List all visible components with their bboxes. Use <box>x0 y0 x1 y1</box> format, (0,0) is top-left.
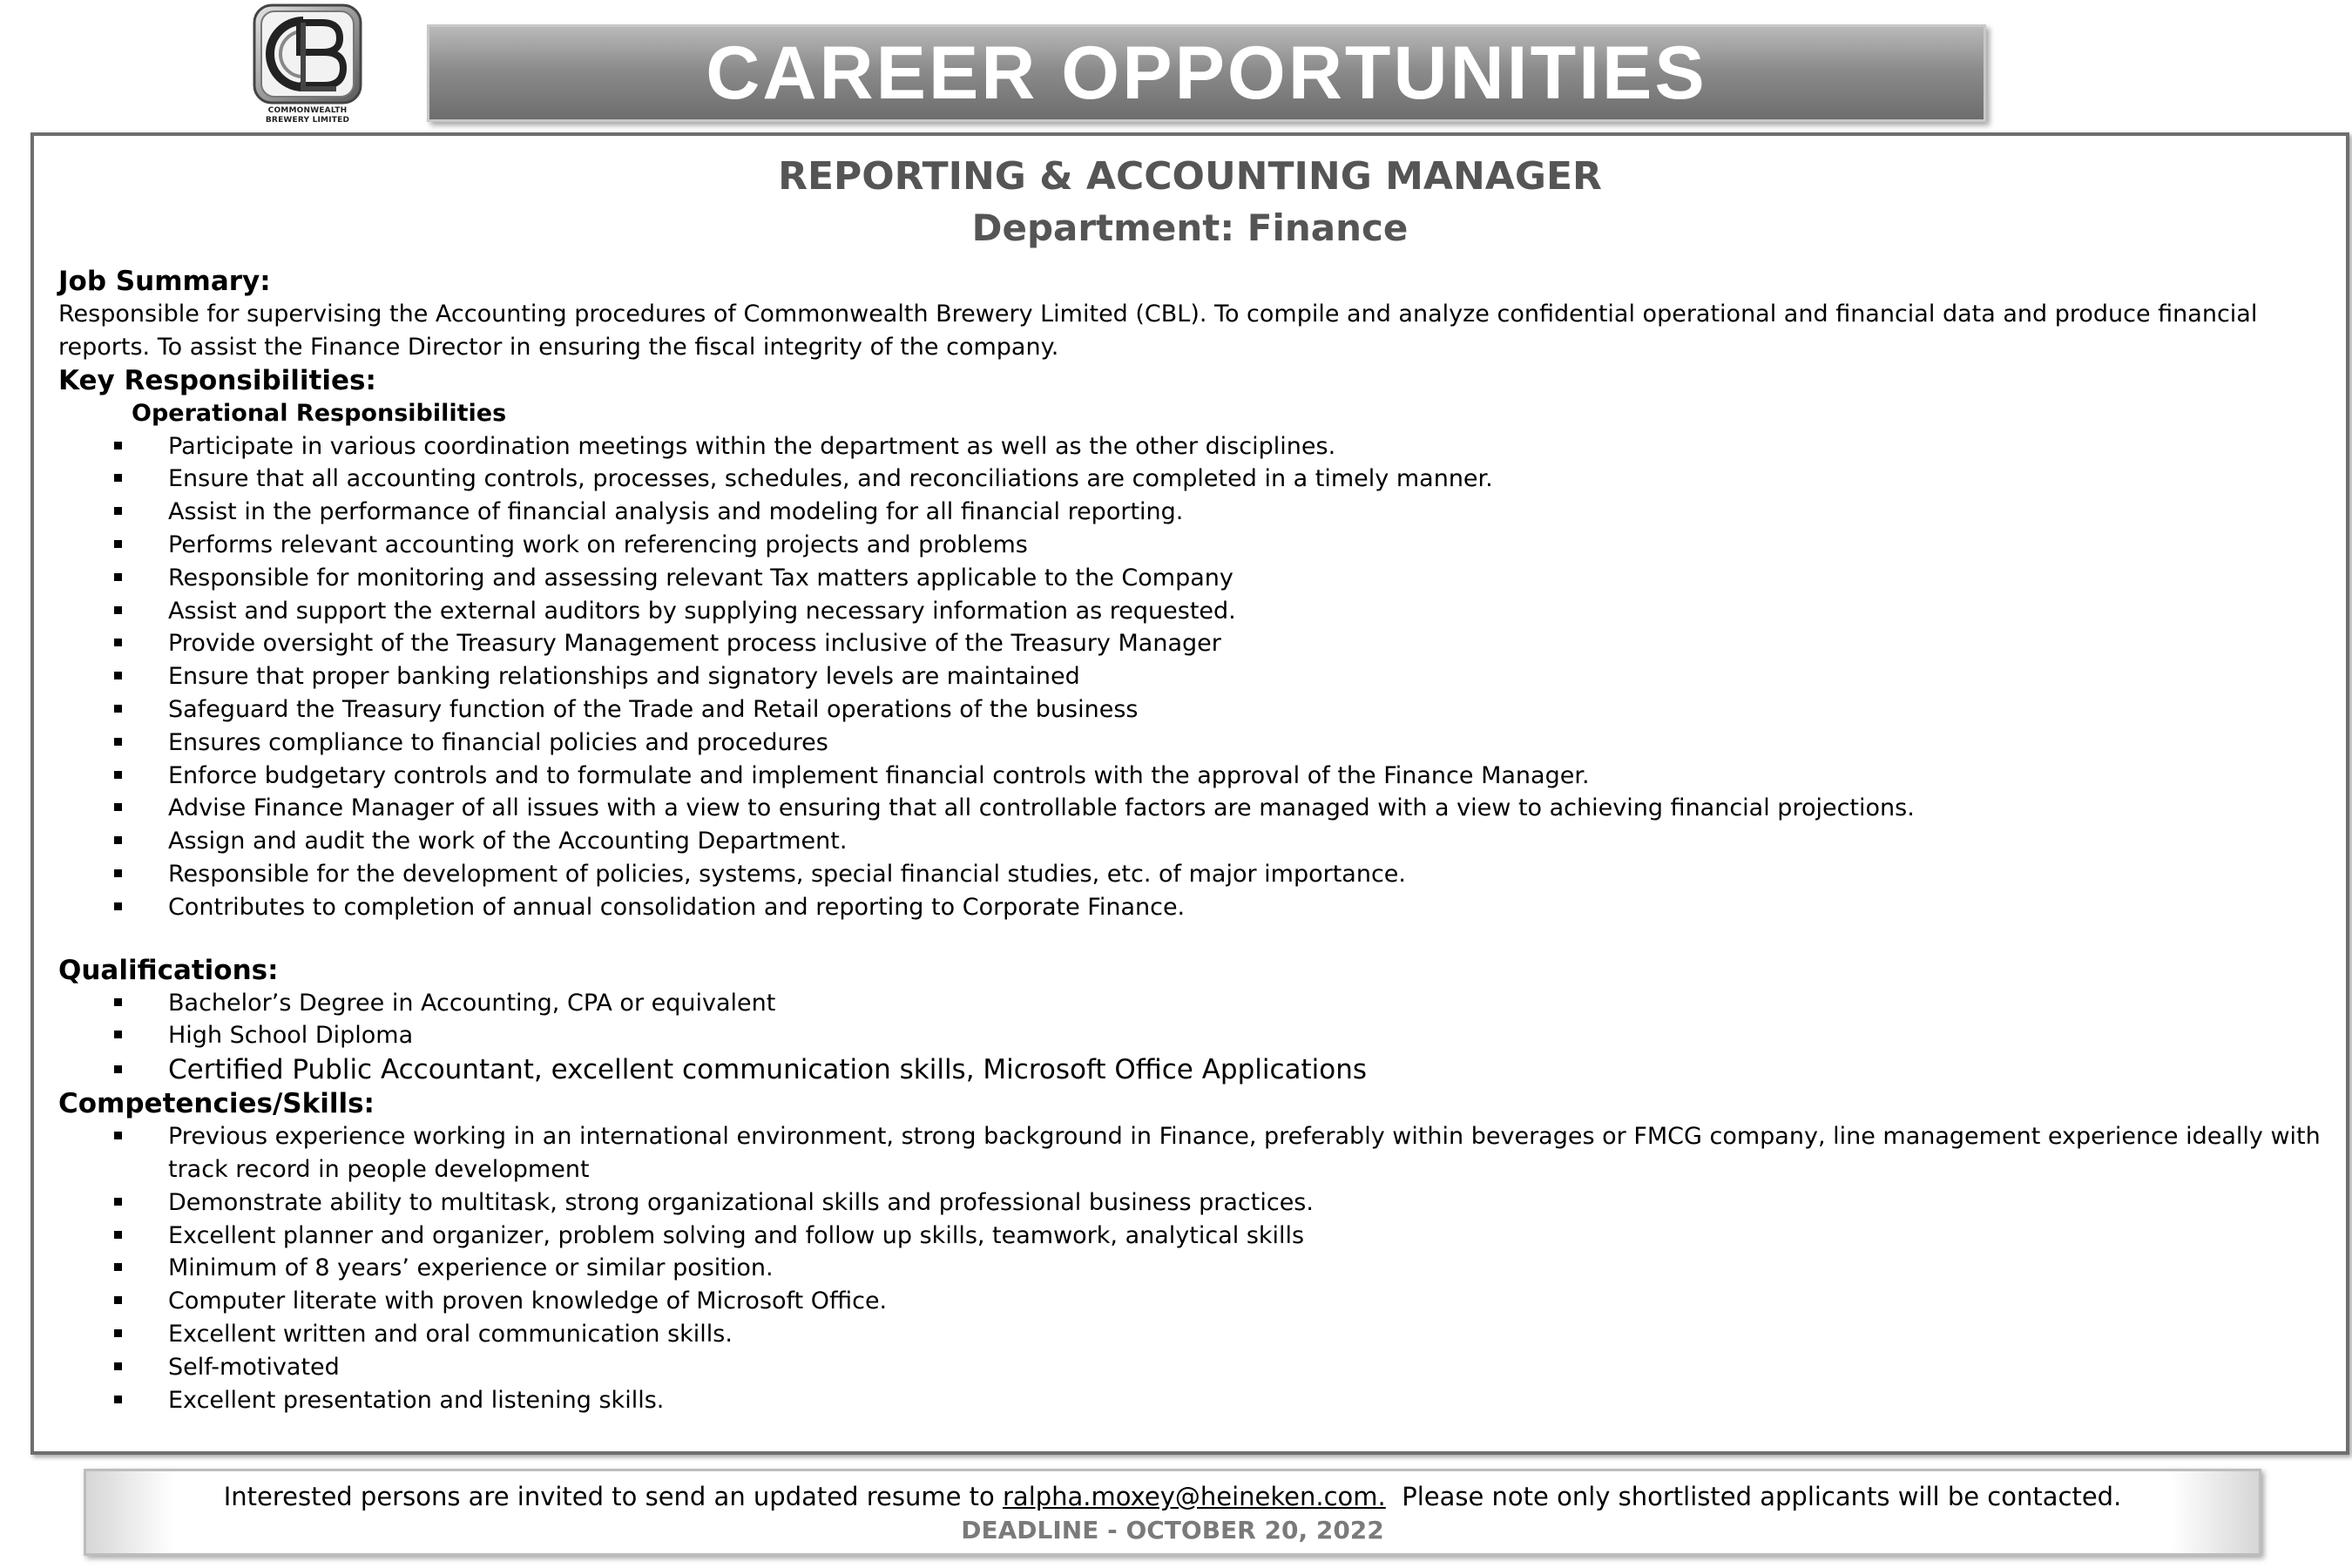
key-responsibilities-heading: Key Responsibilities: <box>58 364 376 396</box>
list-item: Provide oversight of the Treasury Management process inclusive of the Treasury Manager <box>58 627 2323 660</box>
list-item: Participate in various coordination meetings within the department as well as the other disciplines. <box>58 430 2323 463</box>
contact-email-link[interactable]: ralpha.moxey@heineken.com. <box>1003 1482 1386 1511</box>
application-instructions <box>86 1480 2259 1513</box>
list-item: Excellent presentation and listening skills. <box>58 1384 2323 1417</box>
header-banner <box>427 24 1986 122</box>
bullet-icon <box>114 1396 122 1403</box>
bullet-icon <box>114 442 122 449</box>
banner-title: CAREER OPPORTUNITIES <box>706 30 1707 115</box>
list-item: Certified Public Accountant, excellent communication skills, Microsoft Office Applications <box>58 1052 2323 1087</box>
list-item: Excellent planner and organizer, problem solving and follow up skills, teamwork, analytical skills <box>58 1220 2323 1253</box>
cbl-monogram-logo-icon <box>249 2 366 106</box>
bullet-icon <box>114 639 122 646</box>
list-item: Ensures compliance to financial policies and procedures <box>58 727 2323 760</box>
instructions-text-before: Interested persons are invited to send an updated resume to <box>223 1482 1003 1511</box>
qualifications-heading: Qualifications: <box>58 954 279 986</box>
bullet-icon <box>114 803 122 811</box>
bullet-icon <box>114 573 122 581</box>
list-item: Assist and support the external auditors by supplying necessary information as requested. <box>58 595 2323 628</box>
list-item: Ensure that all accounting controls, processes, schedules, and reconciliations are completed in a timely manner. <box>58 463 2323 496</box>
competencies-heading: Competencies/Skills: <box>58 1088 375 1120</box>
bullet-icon <box>114 1065 122 1073</box>
bullet-icon <box>114 902 122 910</box>
bullet-icon <box>114 606 122 614</box>
bullet-icon <box>114 771 122 779</box>
list-item: Excellent written and oral communication skills. <box>58 1318 2323 1351</box>
bullet-icon <box>114 1362 122 1370</box>
list-item: Safeguard the Treasury function of the Trade and Retail operations of the business <box>58 693 2323 727</box>
bullet-icon <box>114 705 122 713</box>
job-details <box>58 265 2323 1416</box>
list-item: Minimum of 8 years’ experience or similar position. <box>58 1252 2323 1285</box>
list-item: Demonstrate ability to multitask, strong organizational skills and professional business practices. <box>58 1186 2323 1220</box>
company-logo <box>249 2 366 131</box>
department-label: Department: Finance <box>971 206 1409 249</box>
list-item: Computer literate with proven knowledge of Microsoft Office. <box>58 1285 2323 1318</box>
instructions-text-after: Please note only shortlisted applicants will be contacted. <box>1385 1482 2122 1511</box>
bullet-icon <box>114 507 122 515</box>
list-item: Contributes to completion of annual consolidation and reporting to Corporate Finance. <box>58 891 2323 924</box>
bullet-icon <box>114 540 122 548</box>
list-item: High School Diploma <box>58 1019 2323 1052</box>
list-item: Enforce budgetary controls and to formulate and implement financial controls with the approval of the Finance Manager. <box>58 760 2323 793</box>
bullet-icon <box>114 672 122 679</box>
bullet-icon <box>114 1132 122 1139</box>
bullet-icon <box>114 836 122 844</box>
logo-name-line2: BREWERY LIMITED <box>265 116 350 125</box>
list-item: Responsible for monitoring and assessing relevant Tax matters applicable to the Company <box>58 562 2323 595</box>
bullet-icon <box>114 1031 122 1038</box>
job-posting-panel <box>30 132 2349 1455</box>
bullet-icon <box>114 1263 122 1271</box>
bullet-icon <box>114 998 122 1006</box>
bullet-icon <box>114 1329 122 1337</box>
section-spacer <box>58 924 2323 954</box>
application-footer <box>84 1469 2261 1556</box>
list-item: Assign and audit the work of the Accounting Department. <box>58 825 2323 858</box>
list-item: Performs relevant accounting work on referencing projects and problems <box>58 529 2323 562</box>
qualifications-list <box>58 987 2323 1088</box>
competencies-list <box>58 1120 2323 1416</box>
list-item: Advise Finance Manager of all issues with a view to ensuring that all controllable factors are managed with a view to achieving financial projections. <box>58 792 2323 825</box>
logo-name-line1: COMMONWEALTH <box>267 106 348 115</box>
list-item: Bachelor’s Degree in Accounting, CPA or equivalent <box>58 987 2323 1020</box>
responsibilities-list <box>58 430 2323 924</box>
bullet-icon <box>114 474 122 482</box>
bullet-icon <box>114 1296 122 1304</box>
bullet-icon <box>114 1198 122 1206</box>
list-item: Self-motivated <box>58 1351 2323 1384</box>
bullet-icon <box>114 869 122 877</box>
job-summary-heading: Job Summary: <box>58 266 271 297</box>
operational-responsibilities-heading: Operational Responsibilities <box>132 399 507 427</box>
list-item: Responsible for the development of policies, systems, special financial studies, etc. of major importance. <box>58 858 2323 891</box>
job-title: REPORTING & ACCOUNTING MANAGER <box>778 154 1602 199</box>
list-item: Previous experience working in an international environment, strong background in Finance, preferably within beverages or FMCG company, line management experience ideally with track record in people development <box>58 1120 2323 1186</box>
list-item: Assist in the performance of financial analysis and modeling for all financial reporting. <box>58 496 2323 529</box>
job-summary-text: Responsible for supervising the Accounting procedures of Commonwealth Brewery Limited (CBL). To compile and analyze confidential operational and financial data and produce financial reports. To assist the Finance Director in ensuring the fiscal integrity of the company. <box>58 301 2258 361</box>
bullet-icon <box>114 1231 122 1239</box>
list-item: Ensure that proper banking relationships and signatory levels are maintained <box>58 660 2323 693</box>
bullet-icon <box>114 738 122 746</box>
deadline-text: DEADLINE - OCTOBER 20, 2022 <box>961 1516 1384 1544</box>
